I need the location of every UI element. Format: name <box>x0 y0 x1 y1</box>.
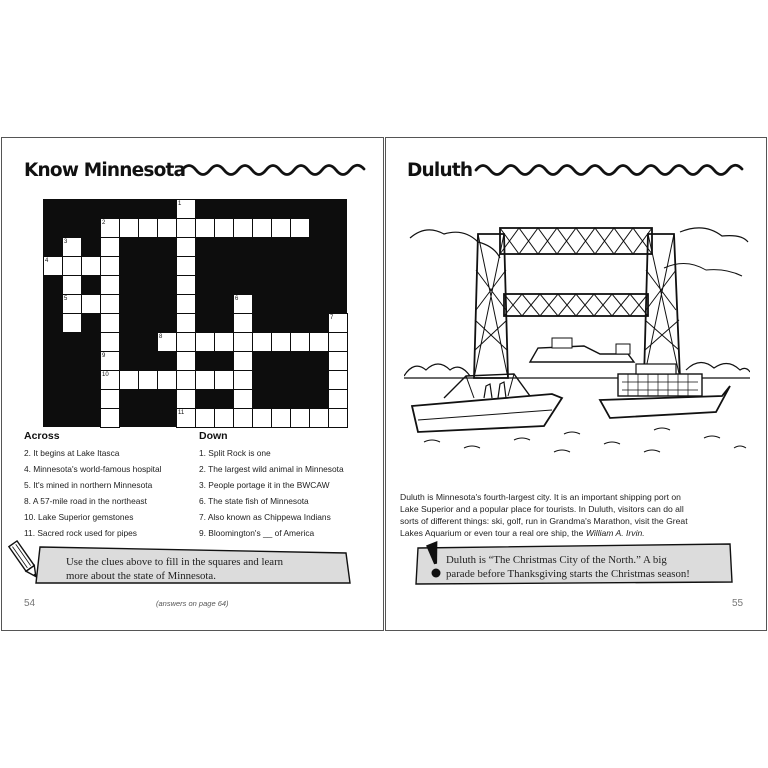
crossword-cell[interactable] <box>138 218 158 238</box>
crossword-cell[interactable] <box>100 332 120 352</box>
right-page <box>385 137 767 631</box>
banner-line: Use the clues above to fill in the squares and learn <box>66 556 284 568</box>
crossword-cell[interactable] <box>233 389 253 409</box>
crossword-cell[interactable] <box>252 332 272 352</box>
crossword-cell[interactable] <box>195 218 215 238</box>
pencil-icon <box>8 536 42 586</box>
across-clue: 11. Sacred rock used for pipes <box>24 528 137 538</box>
crossword-cell[interactable] <box>138 370 158 390</box>
crossword-cell[interactable] <box>176 370 196 390</box>
crossword-cell[interactable] <box>290 218 310 238</box>
crossword-cell[interactable] <box>271 332 291 352</box>
crossword-cell[interactable] <box>100 237 120 257</box>
aerial-lift-bridge-illustration <box>404 220 750 458</box>
crossword-number: 3 <box>64 239 68 245</box>
crossword-cell[interactable] <box>100 389 120 409</box>
crossword-cell[interactable] <box>176 313 196 333</box>
body-line: sorts of different things: ski, golf, run in Grandma's Marathon, visit the Great <box>400 516 688 526</box>
crossword-cell[interactable] <box>214 408 234 428</box>
crossword-cell[interactable] <box>233 218 253 238</box>
page-title: Duluth <box>407 160 473 181</box>
crossword-cell[interactable] <box>100 408 120 428</box>
exclamation-icon <box>422 540 446 580</box>
page-title: Know Minnesota <box>24 160 186 181</box>
crossword-cell[interactable] <box>271 218 291 238</box>
banner-line: more about the state of Minnesota. <box>66 570 216 582</box>
crossword-cell[interactable] <box>328 389 348 409</box>
crossword-cell[interactable] <box>290 408 310 428</box>
crossword-number: 2 <box>102 220 106 226</box>
crossword-cell[interactable] <box>195 332 215 352</box>
crossword-cell[interactable] <box>100 313 120 333</box>
left-page <box>1 137 384 631</box>
down-clue: 1. Split Rock is one <box>199 448 271 458</box>
down-clue: 3. People portage it in the BWCAW <box>199 480 330 490</box>
crossword-cell[interactable] <box>309 408 329 428</box>
down-heading: Down <box>199 430 228 442</box>
across-clue: 10. Lake Superior gemstones <box>24 512 134 522</box>
body-line: Duluth is Minnesota's fourth-largest city. It is an important shipping port on <box>400 492 681 502</box>
banner-line: parade before Thanksgiving starts the Christmas season! <box>446 568 690 580</box>
crossword-cell[interactable] <box>176 351 196 371</box>
crossword-number: 1 <box>178 201 182 207</box>
crossword-cell[interactable] <box>328 332 348 352</box>
crossword-cell[interactable] <box>62 256 82 276</box>
crossword-grid <box>43 199 347 427</box>
down-clue: 7. Also known as Chippewa Indians <box>199 512 331 522</box>
across-clue: 2. It begins at Lake Itasca <box>24 448 120 458</box>
across-clue: 5. It's mined in northern Minnesota <box>24 480 153 490</box>
crossword-number: 9 <box>102 353 106 359</box>
crossword-number: 11 <box>178 410 185 416</box>
crossword-cell[interactable] <box>214 332 234 352</box>
decorative-squiggle <box>474 158 750 178</box>
crossword-cell[interactable] <box>233 408 253 428</box>
crossword-cell[interactable] <box>62 275 82 295</box>
crossword-cell[interactable] <box>119 370 139 390</box>
crossword-cell[interactable] <box>100 294 120 314</box>
decorative-squiggle <box>180 158 368 178</box>
page-number: 54 <box>24 598 36 609</box>
crossword-cell[interactable] <box>157 218 177 238</box>
crossword-cell[interactable] <box>62 313 82 333</box>
crossword-cell[interactable] <box>271 408 291 428</box>
crossword-cell[interactable] <box>81 294 101 314</box>
crossword-cell[interactable] <box>328 370 348 390</box>
crossword-cell[interactable] <box>252 408 272 428</box>
crossword-cell[interactable] <box>328 408 348 428</box>
crossword-cell[interactable] <box>119 218 139 238</box>
ship-name: William A. Irvin. <box>585 528 645 538</box>
crossword-cell[interactable] <box>195 408 215 428</box>
crossword-cell[interactable] <box>100 275 120 295</box>
across-heading: Across <box>24 430 60 442</box>
crossword-cell[interactable] <box>157 370 177 390</box>
down-clue: 2. The largest wild animal in Minnesota <box>199 464 344 474</box>
page-number: 55 <box>732 598 744 609</box>
across-clue: 4. Minnesota's world-famous hospital <box>24 464 162 474</box>
crossword-cell[interactable] <box>214 218 234 238</box>
body-line <box>400 527 752 539</box>
crossword-number: 10 <box>102 372 109 378</box>
crossword-cell[interactable] <box>214 370 234 390</box>
crossword-cell[interactable] <box>252 218 272 238</box>
crossword-number: 5 <box>64 296 68 302</box>
banner-line: Duluth is “The Christmas City of the North.” A big <box>446 554 667 566</box>
crossword-number: 6 <box>235 296 239 302</box>
crossword-cell[interactable] <box>176 294 196 314</box>
crossword-cell[interactable] <box>81 256 101 276</box>
body-line-text: Lakes Aquarium or even tour a real ore ship, the <box>400 528 584 538</box>
crossword-number: 4 <box>45 258 49 264</box>
crossword-number: 8 <box>159 334 163 340</box>
crossword-cell[interactable] <box>328 351 348 371</box>
across-clue: 8. A 57-mile road in the northeast <box>24 496 147 506</box>
down-clue: 9. Bloomington's __ of America <box>199 528 315 538</box>
crossword-cell[interactable] <box>176 275 196 295</box>
crossword-cell[interactable] <box>309 332 329 352</box>
crossword-cell[interactable] <box>290 332 310 352</box>
crossword-cell[interactable] <box>176 218 196 238</box>
crossword-cell[interactable] <box>176 256 196 276</box>
crossword-cell[interactable] <box>176 237 196 257</box>
crossword-cell[interactable] <box>100 256 120 276</box>
crossword-cell[interactable] <box>233 370 253 390</box>
crossword-cell[interactable] <box>195 370 215 390</box>
crossword-cell[interactable] <box>176 389 196 409</box>
crossword-number: 7 <box>330 315 334 321</box>
answers-note: (answers on page 64) <box>156 599 229 608</box>
body-paragraph <box>400 491 752 539</box>
crossword-cell[interactable] <box>233 313 253 333</box>
down-clue: 6. The state fish of Minnesota <box>199 496 309 506</box>
crossword-cell[interactable] <box>176 332 196 352</box>
crossword-cell[interactable] <box>233 332 253 352</box>
body-line: Lake Superior and a popular place for tourists. In Duluth, visitors can do all <box>400 504 684 514</box>
crossword-cell[interactable] <box>233 351 253 371</box>
